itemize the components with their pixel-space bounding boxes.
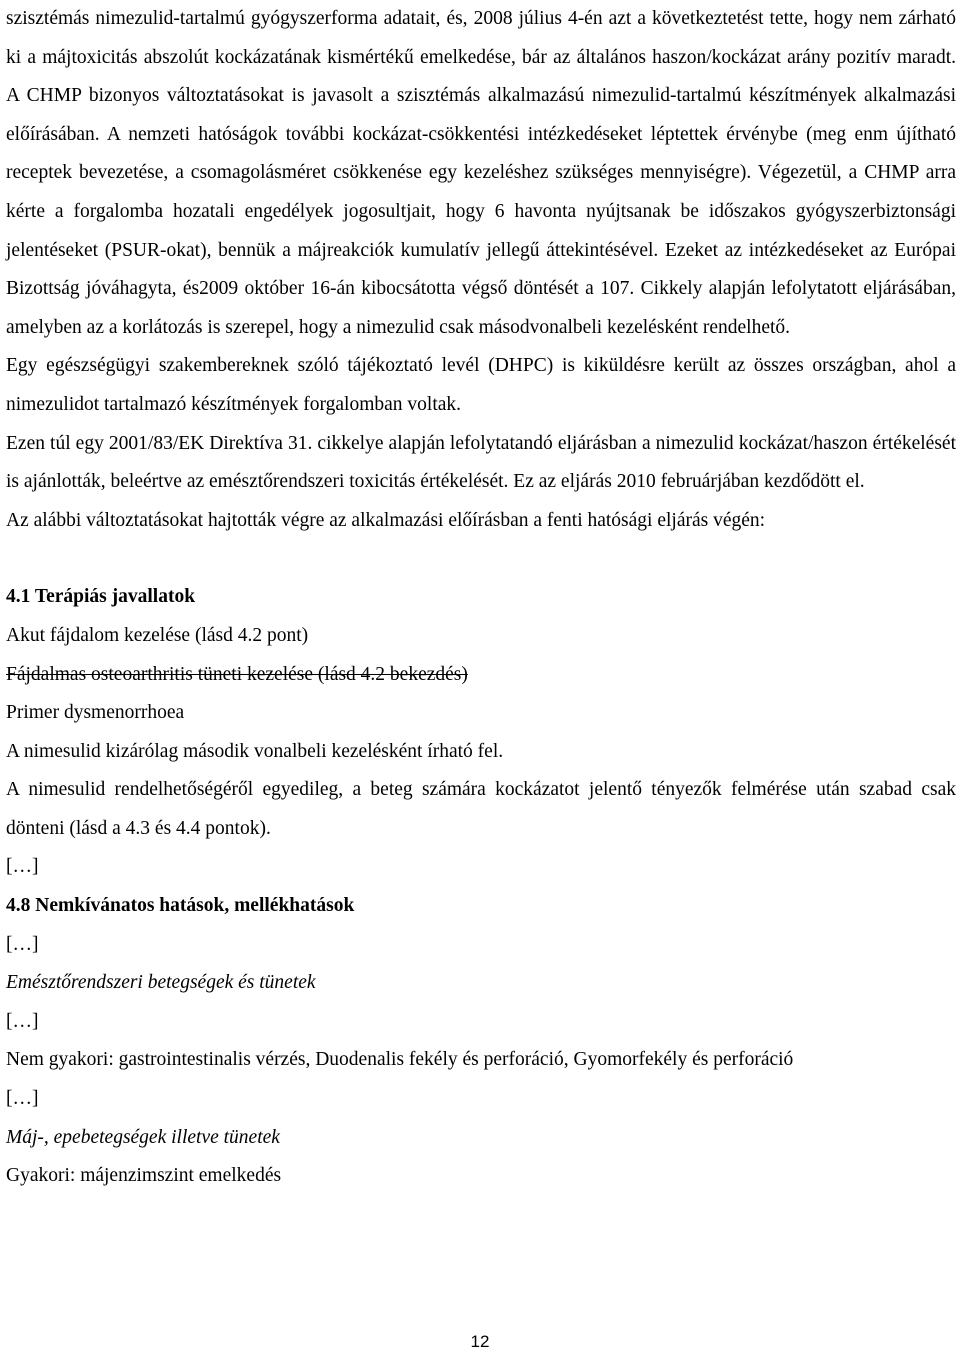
section-4-1-heading: 4.1 Terápiás javallatok	[6, 586, 196, 608]
ellipsis-marker: […]	[6, 1010, 39, 1032]
gi-disorders-title: Emésztőrendszeri betegségek és tünetek	[6, 972, 316, 994]
changes-intro: Az alábbi változtatásokat hajtották végre az alkalmazási előírásban a fenti hatósági eljárás végén:	[6, 509, 766, 531]
intro-paragraph: szisztémás nimezulid-tartalmú gyógyszerforma adatait, és, 2008 július 4-én azt a következtetést tette, hogy nem zárható ki a májtoxicitás abszolút kockázatának kismértékű emelkedése, bár az általános haszon/kockázat arány pozitív maradt. A CHMP bizonyos változtatásokat is javasolt a szisztémás alkalmazású nimezulid-tartalmú készítmények alkalmazási előírásában. A nemzeti hatóságok további kockázat-csökkentési intézkedéseket léptettek érvénybe (meg enm újítható receptek bevezetése, a csomagolásméret csökkenése egy kezeléshez szükséges mennyiségre). Végezetül, a CHMP arra kérte a forgalomba hozatali engedélyek jogosultjait, hogy 6 havonta nyújtsanak be időszakos gyógyszerbiztonsági jelentéseket (PSUR-okat), bennük a májreakciók kumulatív jellegű áttekintésével. Ezeket az intézkedéseket az Európai Bizottság jóváhagyta, és2009 október 16-án kibocsátotta végső döntését a 107. Cikkely alapján lefolytatott eljárásában, amelyben az a korlátozás is szerepel, hogy a nimezulid csak másodvonalbeli kezelésként rendelhető.	[6, 8, 956, 338]
section-4-1-line-5: A nimesulid rendelhetőségéről egyedileg, a beteg számára kockázatot jelentő tényezők felmérése után szabad csak dönteni (lásd a 4.3 és 4.4 pontok).	[6, 779, 956, 839]
page-number: 12	[470, 1332, 490, 1351]
section-4-1-line-1: Akut fájdalom kezelése (lásd 4.2 pont)	[6, 624, 309, 646]
liver-disorders-title: Máj-, epebetegségek illetve tünetek	[6, 1126, 280, 1148]
section-4-1-line-4: A nimesulid kizárólag második vonalbeli kezelésként írható fel.	[6, 740, 504, 762]
section-4-1-struck-line: Fájdalmas osteoarthritis tüneti kezelése (lásd 4.2 bekezdés)	[6, 663, 468, 685]
gi-disorders-text: Nem gyakori: gastrointestinalis vérzés, Duodenalis fekély és perforáció, Gyomorfekély és perforáció	[6, 1049, 794, 1071]
liver-disorders-text: Gyakori: májenzimszint emelkedés	[6, 1165, 282, 1187]
ellipsis-marker: […]	[6, 933, 39, 955]
directive-paragraph: Ezen túl egy 2001/83/EK Direktíva 31. cikkelye alapján lefolytatandó eljárásban a nimezulid kockázat/haszon értékelését is ajánlották, beleértve az emésztőrendszeri toxicitás értékelését. Ez az eljárás 2010 februárjában kezdődött el.	[6, 432, 956, 493]
ellipsis-marker: […]	[6, 1088, 39, 1110]
spacer	[6, 540, 956, 578]
document-page	[6, 0, 956, 1196]
ellipsis-marker: […]	[6, 856, 39, 878]
dhpc-paragraph: Egy egészségügyi szakembereknek szóló tájékoztató levél (DHPC) is kiküldésre került az összes országban, ahol a nimezulidot tartalmazó készítmények forgalomban voltak.	[6, 355, 956, 415]
section-4-8-heading: 4.8 Nemkívánatos hatások, mellékhatások	[6, 895, 355, 917]
section-4-1-line-3: Primer dysmenorrhoea	[6, 702, 185, 724]
